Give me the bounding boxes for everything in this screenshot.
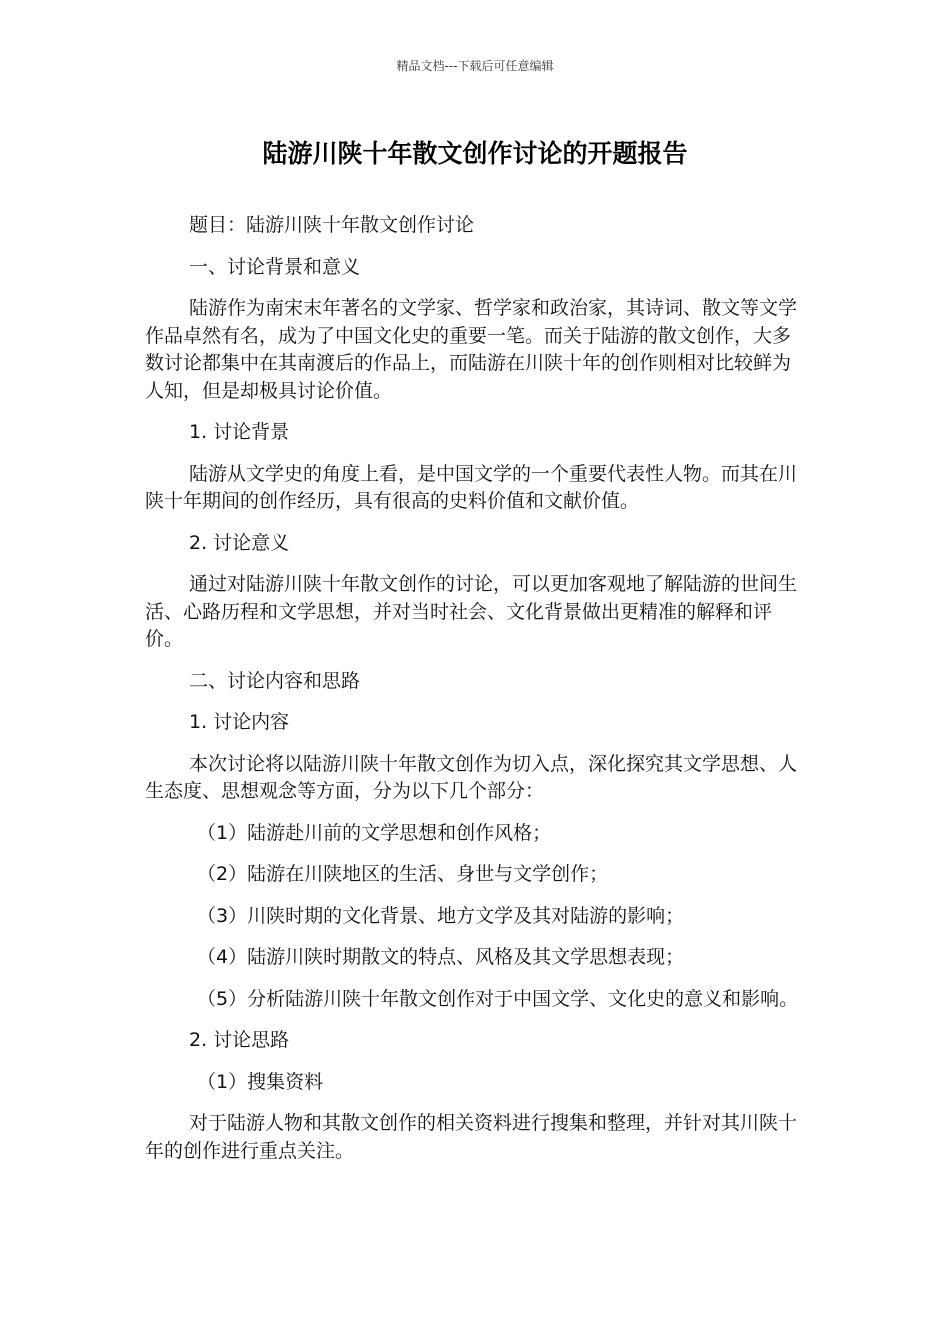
list-item: （1）陆游赴川前的文学思想和创作风格； (197, 821, 552, 844)
subsection-heading-content: 1. 讨论内容 (189, 711, 290, 733)
document-body (145, 212, 805, 1179)
page-header-note: 精品文档---下载后可任意编辑 (396, 59, 554, 73)
section-heading-background: 一、讨论背景和意义 (189, 255, 361, 278)
list-item: （4）陆游川陕时期散文的特点、风格及其文学思想表现； (197, 946, 685, 968)
subsection-heading-background: 1. 讨论背景 (189, 421, 290, 443)
section-heading-content: 二、讨论内容和思路 (189, 669, 361, 692)
body-paragraph: 对于陆游人物和其散文创作的相关资料进行搜集和整理，并针对其川陕十年的创作进行重点关注。 (145, 1112, 798, 1162)
list-item: （2）陆游在川陕地区的生活、身世与文学创作； (197, 863, 609, 885)
list-item: （1）搜集资料 (197, 1070, 324, 1093)
document-title: 陆游川陕十年散文创作讨论的开题报告 (262, 139, 688, 168)
body-paragraph: 本次讨论将以陆游川陕十年散文创作为切入点，深化探究其文学思想、人生态度、思想观念等方面，分为以下几个部分： (145, 752, 798, 802)
body-paragraph: 通过对陆游川陕十年散文创作的讨论，可以更加客观地了解陆游的世间生活、心路历程和文学思想，并对当时社会、文化背景做出更精准的解释和评价。 (145, 573, 798, 650)
subsection-heading-approach: 2. 讨论思路 (189, 1029, 290, 1051)
list-item: （3）川陕时期的文化背景、地方文学及其对陆游的影响； (197, 904, 685, 927)
body-paragraph: 陆游作为南宋末年著名的文学家、哲学家和政治家，其诗词、散文等文学作品卓然有名，成为了中国文化史的重要一笔。而关于陆游的散文创作，大多数讨论都集中在其南渡后的作品上，而陆游在川陕十年的创作则相对比较鲜为人知，但是却极具讨论价值。 (145, 297, 798, 402)
list-item: （5）分析陆游川陕十年散文创作对于中国文学、文化史的意义和影响。 (197, 987, 799, 1010)
body-paragraph: 陆游从文学史的角度上看，是中国文学的一个重要代表性人物。而其在川陕十年期间的创作经历，具有很高的史料价值和文献价值。 (145, 462, 798, 512)
topic-line: 题目：陆游川陕十年散文创作讨论 (189, 214, 475, 236)
subsection-heading-significance: 2. 讨论意义 (189, 531, 290, 554)
